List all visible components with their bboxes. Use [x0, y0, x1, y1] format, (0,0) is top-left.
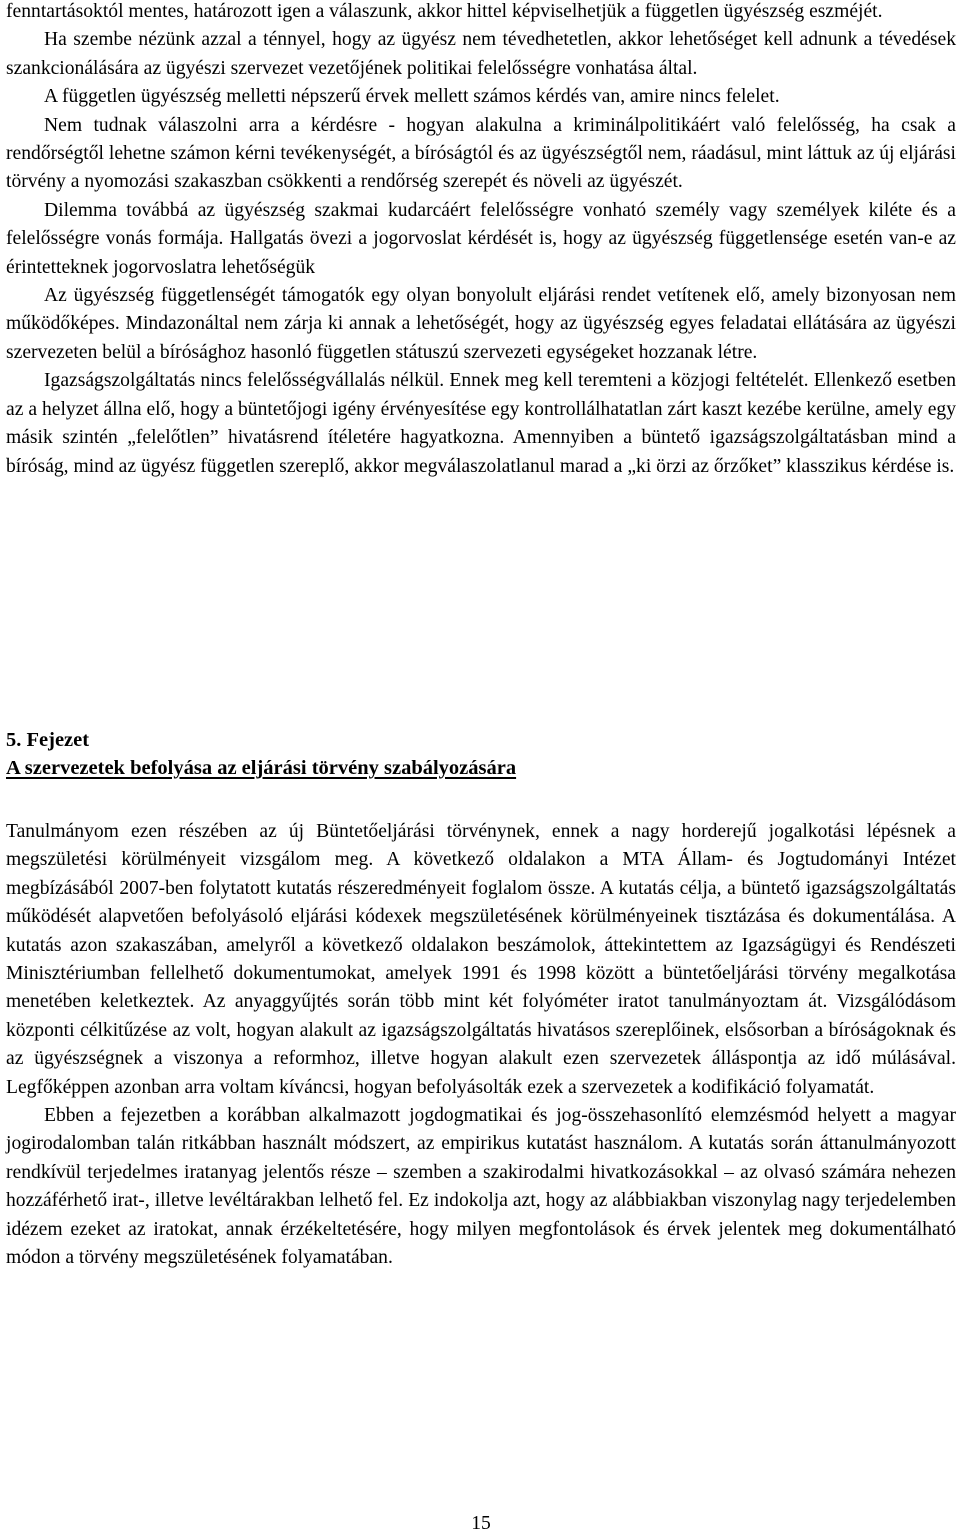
chapter-title: A szervezetek befolyása az eljárási törvény szabályozására: [6, 757, 517, 779]
paragraph: Ha szembe nézünk azzal a ténnyel, hogy az ügyész nem tévedhetetlen, akkor lehetőséget kell adnunk a tévedések szankcionálására az ügyészi szervezet vezetőjének politikai felelősségre vonhatása által.: [6, 29, 956, 79]
paragraph: Igazságszolgáltatás nincs felelősségvállalás nélkül. Ennek meg kell teremteni a közjogi feltételét. Ellenkező esetben az a helyzet állna elő, hogy a büntetőjogi igény érvényesítése egy kontrollálhatatlan zárt kaszt kezébe kerülne, amely egy másik szintén „felelőtlen” hivatásrend ítéletére hagyatkozna. Amennyiben a büntető igazságszolgáltatásban mind a bíróság, mind az ügyész független szereplő, akkor megválaszolatlanul marad a „ki örzi az őrzőket” klasszikus kérdése is.: [6, 370, 956, 477]
paragraph: A független ügyészség melletti népszerű érvek mellett számos kérdés van, amire nincs felelet.: [44, 86, 780, 108]
section-1: [6, 0, 956, 481]
paragraph: Ebben a fejezetben a korábban alkalmazott jogdogmatikai és jog-összehasonlító elemzésmód helyett a magyar jogirodalomban talán ritkábban használt módszert, az empirikus kutatást használom. A kutatás során áttanulmányozott rendkívül terjedelmes iratanyag jelentős része – szemben a szakirodalmi hivatkozásokkal – az olvasó számára nehezen hozzáférhető irat-, illetve levéltárakban lelhető fel. Ez indokolja azt, hogy az alábbiakban viszonylag nagy terjedelemben idézem ezeket az iratokat, annak érzékeltetésére, hogy milyen megfontolások és érvek jelentek meg dokumentálható módon a törvény megszületésének folyamatában.: [6, 1105, 956, 1269]
paragraph: Az ügyészség függetlenségét támogatók egy olyan bonyolult eljárási rendet vetítenek elő, amely bizonyosan nem működőképes. Mindazonáltal nem zárja ki annak a lehetőségét, hogy az ügyészség egyes feladatai ellátására az ügyészi szervezeten belül a bírósághoz hasonló független státuszú szervezeti egységeket hozzanak létre.: [6, 285, 956, 363]
page-number: 15: [471, 1513, 491, 1534]
paragraph: fenntartásoktól mentes, határozott igen a válaszunk, akkor hittel képviselhetjük a független ügyészség eszméjét.: [6, 1, 883, 22]
paragraph: Tanulmányom ezen részében az új Büntetőeljárási törvénynek, ennek a nagy horderejű jogalkotási lépésnek a megszületési körülményeit vizsgálom meg. A következő oldalakon a MTA Állam- és Jogtudományi Intézet megbízásából 2007-ben folytatott kutatás részeredményeit foglalom össze. A kutatás célja, a büntető igazságszolgáltatás működését alapvetően befolyásoló eljárási kódexek megszületésének körülményeinek tisztázása és dokumentálása. A kutatás azon szakaszában, amelyről a következő oldalakon beszámolok, áttekintettem az Igazságügyi és Rendészeti Minisztériumban fellelhető dokumentumokat, amelyek 1991 és 1998 között a büntetőeljárási törvény megalkotása menetében keletkeztek. Az anyaggyűjtés során több mint két folyóméter iratot tanulmányoztam át. Vizsgálódásom központi célkitűzése az volt, hogyan alakult az igazságszolgáltatás hivatásos szereplőinek, elsősorban a bíróságoknak és az ügyészségnek a viszonya a reformhoz, illetve hogyan alakult ezen szervezetek álláspontja az idő múlásával. Legfőképpen azonban arra voltam kíváncsi, hogyan befolyásolták ezek a szervezetek a kodifikáció folyamatát.: [6, 821, 956, 1098]
paragraph: Nem tudnak válaszolni arra a kérdésre - hogyan alakulna a kriminálpolitikáért való felelősség, ha csak a rendőrségtől lehetne számon kérni tevékenységét, a bíróságtól és az ügyészségtől nem, ráadásul, mint láttuk az új eljárási törvény a nyomozási szakaszban csökkenti a rendőrség szerepét és növeli az ügyészét.: [6, 114, 956, 193]
paragraph: Dilemma továbbá az ügyészség szakmai kudarcáért felelősségre vonható személy vagy személyek kiléte és a felelősségre vonás formája. Hallgatás övezi a jogorvoslat kérdését is, hogy az ügyészség függetlensége esetén van-e az érintetteknek jogorvoslatra lehetőségük: [6, 199, 956, 278]
chapter-number: 5. Fejezet: [6, 729, 90, 751]
section-2: [6, 818, 956, 1273]
